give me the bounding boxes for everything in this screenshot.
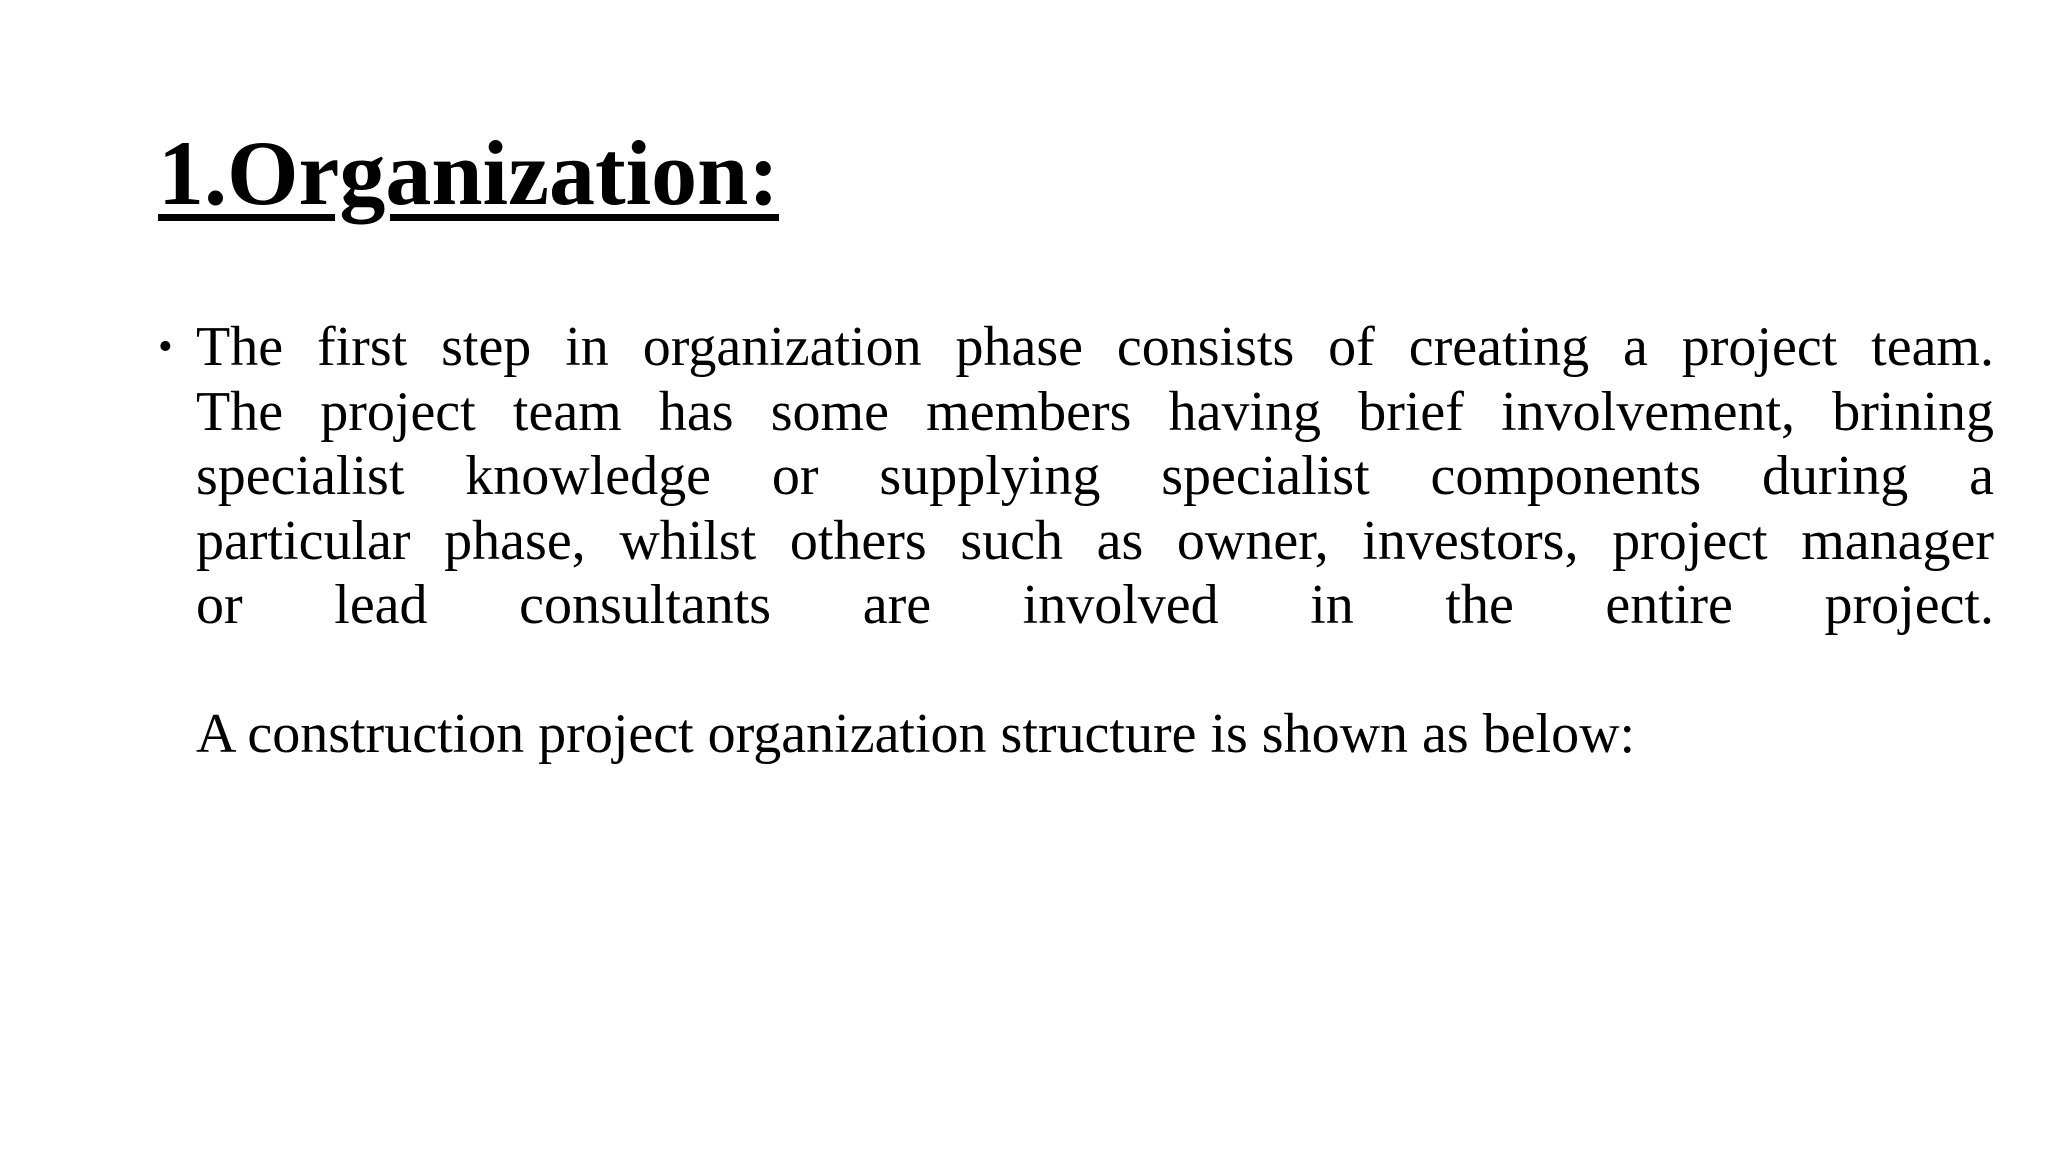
bullet-icon: • [158, 324, 173, 370]
bullet-item [158, 315, 1994, 638]
paragraph-line: The first step in organization phase consists of creating a project team. [196, 316, 1994, 378]
paragraph-line: or lead consultants are involved in the entire project. [196, 574, 1994, 636]
bullet-paragraph [196, 315, 1994, 638]
paragraph-line: specialist knowledge or supplying specialist components during a [196, 445, 1994, 507]
paragraph-line: particular phase, whilst others such as owner, investors, project manager [196, 509, 1994, 572]
paragraph-line: The project team has some members having brief involvement, brining [196, 380, 1994, 443]
slide-title: 1.Organization: [158, 122, 779, 224]
slide-body [158, 315, 1994, 767]
structure-intro-text: A construction project organization structure is shown as below: [196, 703, 1636, 765]
